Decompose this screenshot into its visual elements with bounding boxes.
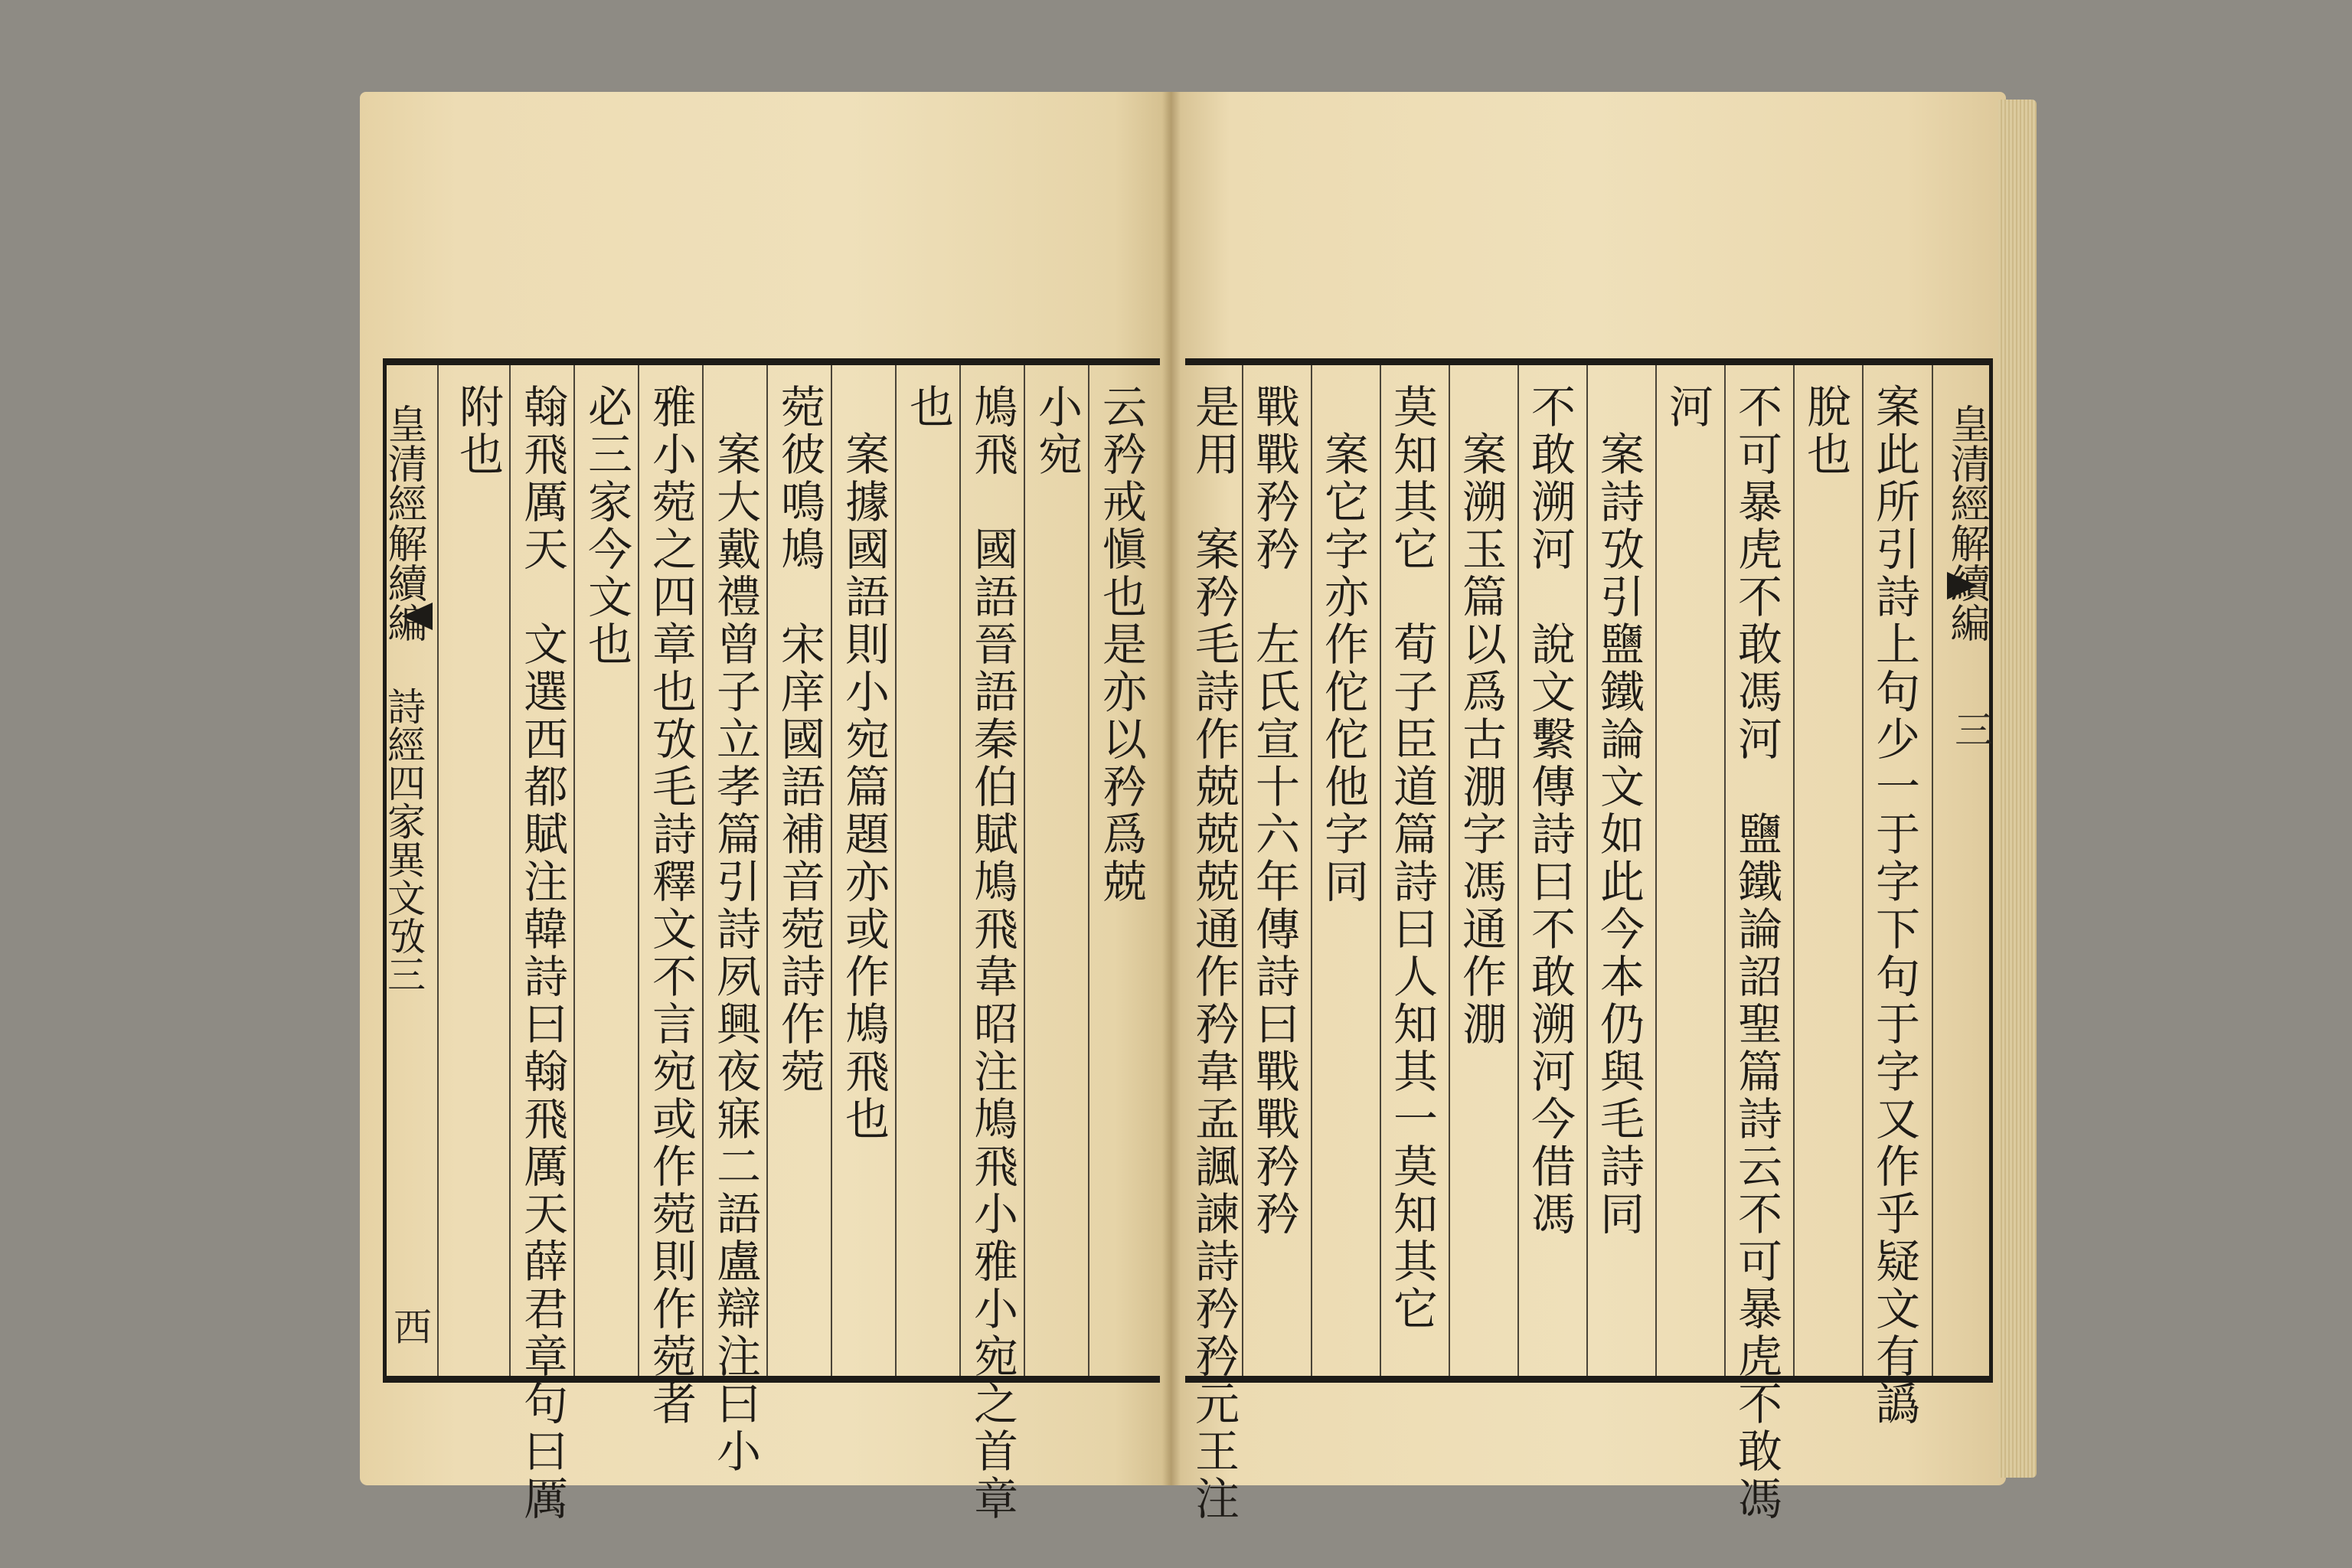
column-rule xyxy=(1793,365,1795,1376)
book-gutter xyxy=(1162,92,1181,1485)
fold-mark xyxy=(402,603,433,630)
right-page-frame xyxy=(1185,358,1993,1523)
text-column: 不可暴虎不敢馮河 鹽鐵論詔聖篇詩云不可暴虎不敢馮 xyxy=(1730,384,1782,1523)
column-rule xyxy=(1655,365,1657,1376)
column-rule xyxy=(1862,365,1864,1376)
left-section-title: 詩經四家異文攷三 xyxy=(381,687,426,993)
text-column: 不敢溯河 說文繫傳詩曰不敢溯河今借馮 xyxy=(1524,384,1576,1238)
column-rule xyxy=(1024,365,1025,1376)
right-page-number: 三 xyxy=(1949,710,1993,748)
text-column: 河 xyxy=(1661,384,1713,431)
right-margin-title: 皇清經解續編 xyxy=(1943,403,1989,642)
column-rule xyxy=(1932,365,1933,1376)
text-column: 案溯玉篇以爲古淜字馮通作淜 xyxy=(1455,384,1507,1048)
column-rule xyxy=(1088,365,1089,1376)
column-rule xyxy=(1380,365,1381,1376)
text-column: 必三家今文也 xyxy=(580,384,632,668)
text-column: 案據國語則小宛篇題亦或作鳩飛也 xyxy=(838,384,890,1143)
column-rule xyxy=(831,365,832,1376)
column-rule xyxy=(959,365,961,1376)
column-rule xyxy=(638,365,639,1376)
column-rule xyxy=(895,365,897,1376)
column-rule xyxy=(1449,365,1450,1376)
text-column: 脫也 xyxy=(1799,384,1851,479)
fold-mark xyxy=(1947,572,1978,599)
column-rule xyxy=(1311,365,1312,1376)
column-rule xyxy=(1724,365,1726,1376)
column-rule xyxy=(702,365,704,1376)
text-column: 莫知其它 荀子臣道篇詩曰人知其一莫知其它 xyxy=(1386,384,1438,1333)
text-column: 案大戴禮曾子立孝篇引詩夙興夜寐二語盧辯注曰小 xyxy=(709,384,761,1475)
text-column: 戰戰矜矜 左氏宣十六年傳詩曰戰戰矜矜 xyxy=(1248,384,1300,1238)
column-rule xyxy=(1517,365,1519,1376)
text-column: 云矜戒愼也是亦以矜爲兢 xyxy=(1095,384,1147,906)
column-rule xyxy=(766,365,768,1376)
left-margin-title: 皇清經解續編 xyxy=(381,403,426,642)
left-page-frame xyxy=(381,358,1160,1523)
column-rule xyxy=(573,365,575,1376)
column-rule xyxy=(1586,365,1588,1376)
column-rule xyxy=(1242,365,1243,1376)
text-column: 案詩攷引鹽鐵論文如此今本仍與毛詩同 xyxy=(1592,384,1645,1238)
text-column: 是用 案矜毛詩作兢兢兢通作矜韋孟諷諫詩矜矜元王注 xyxy=(1187,384,1240,1523)
page-edges xyxy=(1998,100,2037,1478)
text-column: 雅小菀之四章也攷毛詩釋文不言宛或作菀則作菀者 xyxy=(645,384,697,1428)
text-column: 鳩飛 國語晉語秦伯賦鳩飛韋昭注鳩飛小雅小宛之首章 xyxy=(966,384,1018,1523)
text-column: 也 xyxy=(902,384,954,431)
text-column: 案此所引詩上句少一于字下句于字又作乎疑文有譌 xyxy=(1868,384,1920,1428)
column-rule xyxy=(509,365,511,1376)
text-column: 菀彼鳴鳩 宋庠國語補音菀詩作菀 xyxy=(773,384,825,1096)
text-column: 翰飛厲天 文選西都賦注韓詩曰翰飛厲天薛君章句曰厲 xyxy=(516,384,568,1523)
text-column: 小宛 xyxy=(1031,384,1083,479)
text-column: 案它字亦作佗佗他字同 xyxy=(1317,384,1369,906)
text-column: 附也 xyxy=(452,384,504,479)
column-rule xyxy=(437,365,439,1376)
left-page-number: 西 xyxy=(387,1307,432,1345)
